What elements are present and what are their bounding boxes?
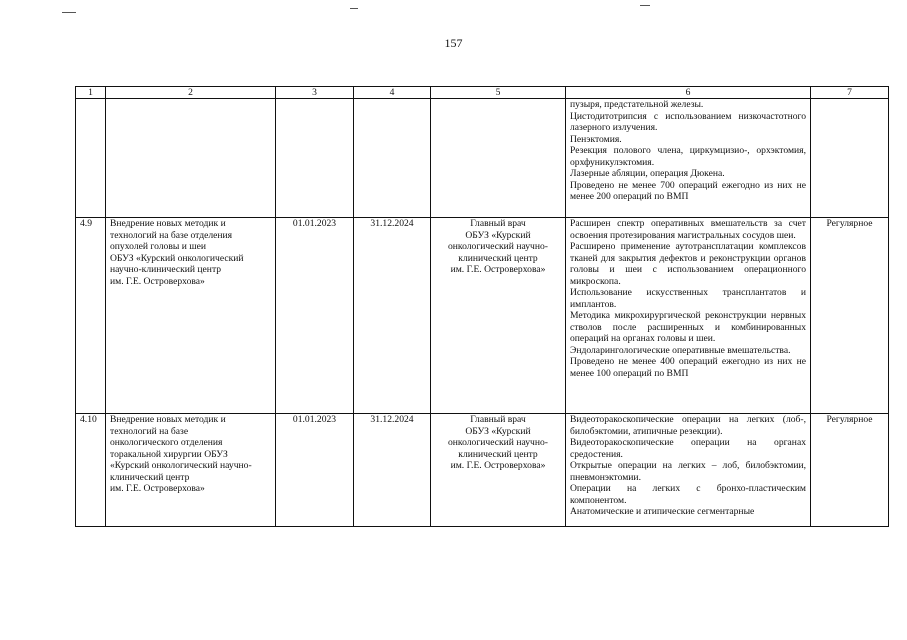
measure-item: Видеоторакоскопические операции на органах средостения. [570, 437, 806, 460]
cell-measures [566, 218, 811, 414]
name-line: им. Г.Е. Островерхова» [110, 275, 205, 287]
table-row-continuation [76, 99, 889, 218]
responsible-line: им. Г.Е. Островерхова» [450, 460, 546, 471]
name-line: клинический центр [110, 471, 190, 483]
cell-start: 01.01.2023 [276, 218, 354, 414]
measure-item: Анатомические и атипические сегментарные [570, 506, 755, 517]
responsible-line: им. Г.Е. Островерхова» [450, 264, 546, 275]
measure-item: Использование искусственных трансплантатов и имплантов. [570, 287, 806, 310]
cell-start [276, 99, 354, 218]
measure-item: Расширено применение аутотрансплатации комплексов тканей для закрытия дефектов и реконструкции органов головы и шеи с использованием операционного микроскопа. [570, 241, 806, 287]
cell-num [76, 99, 106, 218]
column-header: 3 [276, 87, 354, 99]
responsible-line: клинический центр [458, 252, 538, 264]
cell-responsible [431, 218, 566, 414]
column-header: 2 [106, 87, 276, 99]
measure-item: Пенэктомия. [570, 133, 622, 145]
cell-name [106, 414, 276, 527]
column-header: 5 [431, 87, 566, 99]
responsible-line: клинический центр [458, 448, 538, 460]
name-line: технологий на базе [110, 425, 189, 437]
measure-item: Открытые операции на легких – лоб, билобэктомии, пневмонэктомии. [570, 460, 806, 483]
table-row [76, 414, 889, 527]
measure-item: Резекция полового члена, циркумцизио-, орхэктомия, орхфуникулэктомия. [570, 145, 806, 168]
cell-responsible [431, 99, 566, 218]
responsible-line: Главный врач [470, 218, 526, 229]
name-line: опухолей головы и шеи [110, 241, 207, 252]
responsible-line: ОБУЗ «Курский [465, 425, 531, 437]
column-header: 6 [566, 87, 811, 99]
cell-num: 4.9 [76, 218, 106, 414]
cell-measures [566, 414, 811, 527]
responsible-line: Главный врач [470, 414, 526, 425]
measure-item: пузыря, предстательной железы. [570, 99, 704, 110]
scan-artifact-line [62, 12, 76, 13]
column-header: 4 [354, 87, 431, 99]
cell-measures [566, 99, 811, 218]
measure-item: Методика микрохирургической реконструкции нервных стволов после расширенных и комбинированных операций на органах головы и шеи. [570, 310, 806, 344]
cell-end [354, 99, 431, 218]
cell-periodicity: Регулярное [811, 414, 889, 527]
measure-item: Операции на легких с бронхо-пластическим компонентом. [570, 483, 806, 506]
cell-num: 4.10 [76, 414, 106, 527]
measures-table [75, 86, 889, 527]
measure-item: Цистодитотрипсия с использованием низкочастотного лазерного излучения. [570, 110, 806, 133]
table-row [76, 218, 889, 414]
scan-artifact-line [640, 5, 650, 6]
column-header: 7 [811, 87, 889, 99]
name-line: ОБУЗ «Курский онкологический [110, 252, 244, 264]
name-line: «Курский онкологический научно- [110, 460, 252, 471]
name-line: технологий на базе отделения [110, 229, 233, 241]
responsible-line: онкологический научно- [448, 241, 548, 252]
page-number: 157 [444, 36, 463, 50]
name-line: научно-клинический центр [110, 264, 222, 275]
scan-artifact-line [350, 8, 358, 9]
measure-item: Расширен спектр оперативных вмешательств за счет освоения протезирования магистральных сосудов шеи. [570, 218, 806, 241]
measure-item: Эндоларингологические оперативные вмешательства. [570, 344, 791, 356]
cell-end: 31.12.2024 [354, 218, 431, 414]
name-line: им. Г.Е. Островерхова» [110, 483, 205, 494]
cell-periodicity [811, 99, 889, 218]
cell-end: 31.12.2024 [354, 414, 431, 527]
measure-item: Проведено не менее 400 операций ежегодно из них не менее 100 операций по ВМП [570, 356, 806, 379]
cell-responsible [431, 414, 566, 527]
column-header: 1 [76, 87, 106, 99]
cell-name [106, 99, 276, 218]
name-line: онкологического отделения [110, 437, 223, 448]
measure-item: Видеоторакоскопические операции на легких (лоб-, билобэктомии, атипичные резекции). [570, 414, 806, 437]
name-line: Внедрение новых методик и [110, 414, 226, 425]
name-line: торакальной хирургии ОБУЗ [110, 448, 228, 460]
cell-periodicity: Регулярное [811, 218, 889, 414]
cell-start: 01.01.2023 [276, 414, 354, 527]
name-line: Внедрение новых методик и [110, 218, 226, 229]
header-row [76, 87, 889, 99]
measure-item: Проведено не менее 700 операций ежегодно из них не менее 200 операций по ВМП [570, 179, 806, 202]
cell-name [106, 218, 276, 414]
measure-item: Лазерные абляции, операция Дюкена. [570, 168, 725, 179]
responsible-line: ОБУЗ «Курский [465, 229, 531, 241]
responsible-line: онкологический научно- [448, 437, 548, 448]
